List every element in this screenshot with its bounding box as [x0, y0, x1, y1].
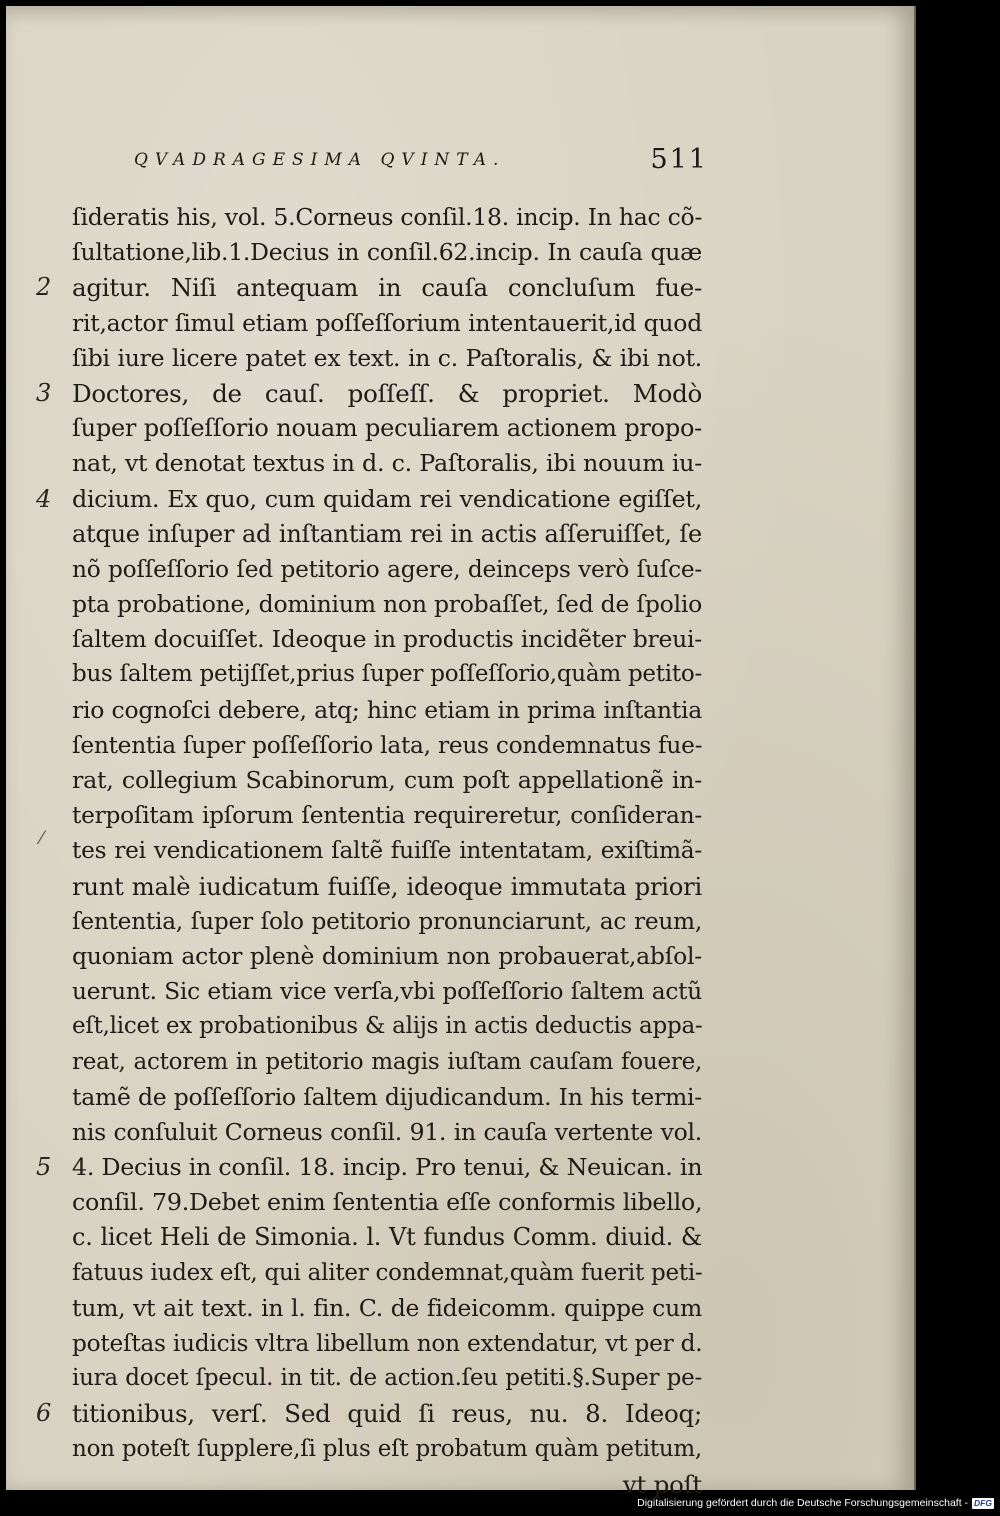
- text-line: [72, 1256, 702, 1291]
- text-line: [72, 622, 702, 657]
- text-line: [72, 1361, 702, 1396]
- text-line: [72, 446, 702, 481]
- margin-number: 5: [36, 1153, 52, 1182]
- page-header: [124, 142, 708, 182]
- line-text: rat, collegium Scabinorum, cum poſt appellationẽ in-: [72, 766, 702, 794]
- text-line: [72, 798, 702, 833]
- line-text: ſuper poſſeſſorio nouam peculiarem actionem propo-: [72, 414, 702, 443]
- dfg-logo[interactable]: DFG: [974, 1497, 992, 1508]
- text-line: [72, 693, 702, 728]
- text-line: [72, 974, 702, 1009]
- margin-number: 3: [36, 378, 52, 407]
- line-text: tamẽ de poſſeſſorio ſaltem dijudicandum. In his termi-: [72, 1082, 702, 1111]
- line-text: tes rei vendicationem ſaltẽ fuiſſe intentatam, exiſtimã-: [72, 837, 702, 865]
- line-text: iura docet ſpecul. in tit. de action.ſeu petiti.§.Super pe-: [72, 1365, 702, 1392]
- line-text: nat, vt denotat textus in d. c. Paſtoralis, ibi nouum iu-: [72, 449, 702, 478]
- text-line: [72, 1326, 702, 1361]
- line-text: terpoſitam ipſorum ſententia requireretur, conſideran-: [72, 802, 702, 830]
- line-text: nõ poſſeſſorio ſed petitorio agere, deinceps verò ſuſce-: [72, 555, 702, 583]
- text-line: [72, 552, 702, 587]
- pen-mark: ⁄: [40, 828, 44, 849]
- text-line: [72, 341, 702, 376]
- text-line: [72, 1009, 702, 1044]
- line-text: c. licet Heli de Simonia. l. Vt fundus Comm. diuid. &: [72, 1223, 702, 1252]
- digitization-credit: [637, 1496, 994, 1510]
- text-line: [72, 763, 702, 798]
- line-text: uerunt. Sic etiam vice verſa,vbi poſſeſſorio ſaltem actũ: [72, 978, 702, 1006]
- text-line: [72, 869, 702, 904]
- line-text: runt malè iudicatum fuiſſe, ideoque immutata priori: [72, 871, 702, 901]
- line-text: 4. Decius in conſil. 18. incip. Pro tenui, & Neuican. in: [72, 1153, 703, 1182]
- line-text: ſententia ſuper poſſeſſorio lata, reus condemnatus fue-: [72, 731, 703, 759]
- line-text: eſt,licet ex probationibus & alijs in actis deductis appa-: [72, 1013, 703, 1040]
- line-text: bus ſaltem petijſſet,prius ſuper poſſeſſorio,quàm petito-: [72, 661, 702, 688]
- text-line: [36, 1150, 703, 1185]
- running-head: QVADRAGESIMA QVINTA.: [134, 150, 506, 170]
- line-text: rit,actor ſimul etiam poſſeſſorium intentauerit,id quod: [72, 308, 702, 337]
- page-number: 511: [650, 144, 708, 175]
- line-text: nis conſuluit Corneus conſil. 91. in cauſa vertente vol.: [72, 1117, 702, 1146]
- line-text: ſaltem docuiſſet. Ideoque in productis incidẽter breui-: [72, 625, 702, 654]
- line-text: dicium. Ex quo, cum quidam rei vendicatione egiſſet,: [72, 484, 702, 513]
- line-text: non poteſt ſupplere,ſi plus eſt probatum quàm petitum,: [72, 1435, 702, 1462]
- text-line: [72, 1080, 702, 1115]
- catchword: vt poſt: [622, 1469, 702, 1499]
- margin-number: 2: [36, 273, 52, 302]
- text-line: [72, 517, 702, 552]
- line-text: Doctores, de cauſ. poſſeſſ. & propriet. Modò: [72, 378, 702, 408]
- text-line: [36, 376, 702, 411]
- text-line: [72, 1291, 702, 1326]
- text-line: [72, 1115, 702, 1150]
- line-text: ſideratis his, vol. 5.Corneus conſil.18. incip. In hac cõ-: [72, 203, 703, 231]
- text-line: [72, 411, 702, 446]
- line-text: pta probatione, dominium non probaſſet, ſed de ſpolio: [72, 590, 702, 619]
- text-line: [72, 200, 702, 235]
- text-line: [72, 306, 702, 341]
- line-text: poteſtas iudicis vltra libellum non extendatur, vt per d.: [72, 1330, 703, 1357]
- line-text: titionibus, verſ. Sed quid ſi reus, nu. 8. Ideoq;: [72, 1399, 702, 1429]
- text-line: [72, 235, 702, 270]
- credit-text: Digitalisierung gefördert durch die Deutsche Forschungsgemeinschaft -: [637, 1497, 969, 1510]
- line-text: reat, actorem in petitorio magis iuſtam cauſam fouere,: [72, 1048, 702, 1075]
- line-text: atque inſuper ad inſtantiam rei in actis aſſeruiſſet, ſe: [72, 519, 702, 548]
- text-line: [72, 1220, 702, 1255]
- text-line: [72, 1045, 702, 1080]
- line-text: conſil. 79.Debet enim ſententia eſſe conformis libello,: [72, 1188, 703, 1217]
- text-line: [72, 1185, 702, 1220]
- line-text: agitur. Niſi antequam in cauſa concluſum fue-: [72, 273, 702, 303]
- text-line: [72, 939, 702, 974]
- text-line: [72, 833, 702, 868]
- body-text: [36, 200, 703, 1502]
- line-text: ſibi iure licere patet ex text. in c. Paſtoralis, & ibi not.: [72, 343, 702, 372]
- margin-number: 6: [36, 1399, 52, 1428]
- book-page: [6, 6, 916, 1499]
- text-line: [72, 657, 702, 692]
- line-text: quoniam actor plenè dominium non probauerat,abſol-: [72, 941, 702, 970]
- text-line: [36, 270, 702, 305]
- text-line: [36, 482, 702, 517]
- margin-number: 4: [36, 484, 52, 513]
- text-line: [72, 587, 702, 622]
- text-line: [72, 1432, 702, 1467]
- line-text: ſultatione,lib.1.Decius in conſil.62.incip. In cauſa quæ: [72, 238, 702, 267]
- line-text: ſententia, ſuper ſolo petitorio pronunciarunt, ac reum,: [72, 907, 702, 935]
- line-text: tum, vt ait text. in l. fin. C. de fideicomm. quippe cum: [72, 1293, 702, 1322]
- line-text: rio cognoſci debere, atq; hinc etiam in prima inſtantia: [72, 695, 702, 724]
- catchword-line: [72, 1467, 702, 1502]
- text-line: [72, 904, 702, 939]
- text-line: [72, 728, 702, 763]
- text-line: [36, 1396, 702, 1431]
- line-text: fatuus iudex eſt, qui aliter condemnat,quàm fuerit peti-: [72, 1259, 703, 1286]
